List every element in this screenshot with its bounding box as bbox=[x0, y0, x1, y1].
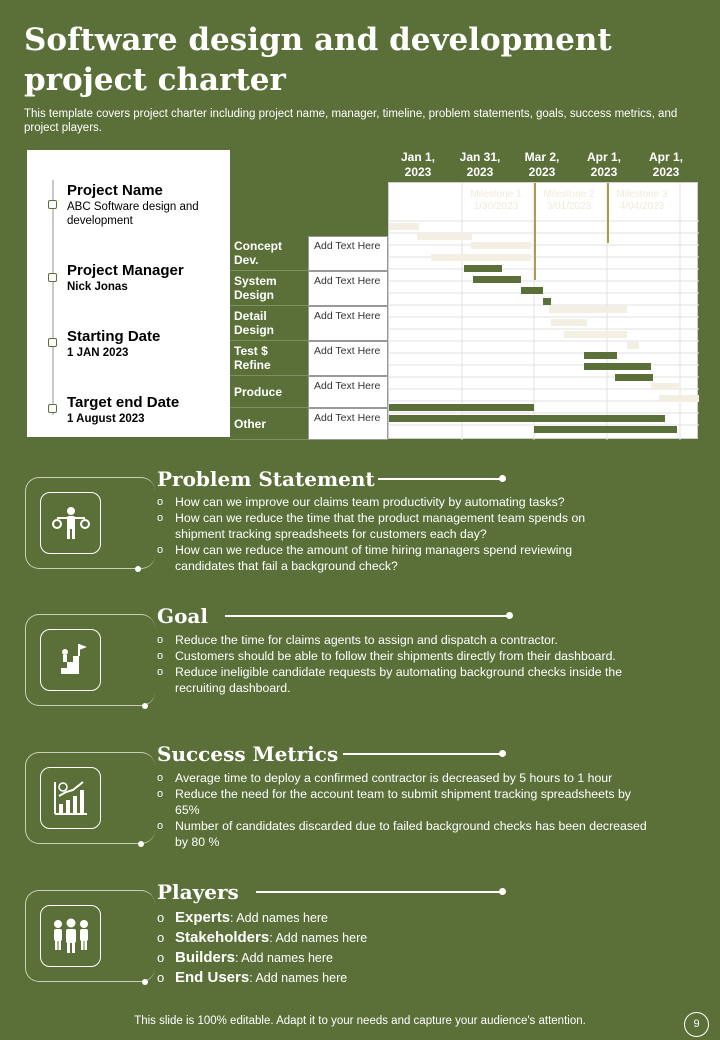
milestone-line bbox=[607, 183, 609, 243]
gantt-bar-dark bbox=[534, 426, 677, 433]
milestone-line bbox=[534, 183, 536, 280]
timeline-date: Apr 1, 2023 bbox=[586, 150, 621, 179]
players-list bbox=[157, 908, 557, 988]
player-names: : Add names here bbox=[269, 931, 368, 945]
gantt-bar-light bbox=[471, 242, 531, 249]
list-item: o How can we improve our claims team productivity by automating tasks? bbox=[157, 494, 627, 510]
phase-text-field[interactable]: Add Text Here bbox=[308, 236, 388, 271]
gantt-bar-dark bbox=[521, 287, 543, 294]
section-rule bbox=[256, 891, 503, 893]
phase-text-field[interactable]: Add Text Here bbox=[308, 376, 388, 408]
player-role: Experts bbox=[175, 909, 231, 926]
info-label: Starting Date bbox=[67, 328, 161, 345]
phase-row bbox=[230, 271, 388, 306]
gantt-bar-dark bbox=[389, 404, 534, 411]
player-role: Builders bbox=[175, 949, 236, 966]
info-value: 1 JAN 2023 bbox=[67, 347, 129, 359]
info-dot bbox=[48, 338, 57, 347]
phase-name: Other bbox=[230, 408, 308, 440]
info-dot bbox=[48, 273, 57, 282]
list-item bbox=[157, 928, 557, 948]
list-item: o Reduce the need for the account team to submit shipment tracking spreadsheets by 65% bbox=[157, 786, 657, 818]
section-title: Problem Statement bbox=[157, 467, 375, 491]
stairs-flag-icon bbox=[51, 640, 91, 680]
problem-list bbox=[157, 494, 627, 574]
gantt-bar-light bbox=[431, 254, 531, 261]
page-subtitle: This template covers project charter including project name, manager, timeline, problem statements, goals, success metrics, and project players. bbox=[24, 108, 678, 134]
info-timeline-line bbox=[52, 180, 54, 415]
gantt-grid-lines bbox=[389, 183, 699, 440]
section-title: Goal bbox=[157, 604, 208, 628]
list-item: o Reduce the time for claims agents to assign and dispatch a contractor. bbox=[157, 632, 647, 648]
section-rule-dot bbox=[499, 750, 506, 757]
info-starting-date bbox=[67, 327, 227, 360]
list-item: o Average time to deploy a confirmed contractor is decreased by 5 hours to 1 hour bbox=[157, 770, 657, 786]
section-title: Success Metrics bbox=[157, 742, 339, 766]
section-rule bbox=[225, 615, 510, 617]
phase-text-field[interactable]: Add Text Here bbox=[308, 306, 388, 341]
info-dot bbox=[48, 200, 57, 209]
section-rule-dot bbox=[499, 475, 506, 482]
list-item bbox=[157, 908, 557, 928]
footer-note: This slide is 100% editable. Adapt it to your needs and capture your audience's attention. bbox=[134, 1015, 586, 1027]
frame-end-dot bbox=[142, 979, 148, 985]
info-value: 1 August 2023 bbox=[67, 413, 145, 425]
timeline-date: Mar 2, 2023 bbox=[524, 150, 560, 179]
player-names: : Add names here bbox=[249, 971, 348, 985]
player-names: : Add names here bbox=[230, 911, 329, 925]
list-item: o How can we reduce the time that the product management team spends on shipment tracking spreadsheets for customers each day? bbox=[157, 510, 627, 542]
info-project-manager bbox=[67, 261, 227, 294]
section-icon-box bbox=[40, 905, 101, 967]
section-icon-box bbox=[40, 767, 101, 829]
gantt-bar-dark bbox=[464, 265, 502, 272]
gantt-bar-dark bbox=[543, 298, 551, 305]
team-icon bbox=[50, 916, 92, 956]
milestone-label: Milestone 2 3/01/2023 bbox=[543, 189, 595, 212]
player-role: End Users bbox=[175, 969, 250, 986]
gantt-bar-light bbox=[659, 395, 699, 402]
info-label: Target end Date bbox=[67, 394, 180, 411]
list-item: o Customers should be able to follow their shipments directly from their dashboard. bbox=[157, 648, 647, 664]
milestone-label: Milestone 3 4/04/2023 bbox=[616, 189, 668, 212]
info-label: Project Manager bbox=[67, 262, 184, 279]
phase-row bbox=[230, 376, 388, 408]
section-rule-dot bbox=[506, 612, 513, 619]
gantt-chart bbox=[388, 182, 698, 439]
gantt-bar-light bbox=[627, 342, 639, 349]
frame-end-dot bbox=[138, 841, 144, 847]
gantt-bar-dark bbox=[584, 363, 651, 370]
phase-text-field[interactable]: Add Text Here bbox=[308, 341, 388, 376]
section-rule bbox=[378, 478, 503, 480]
phase-name: System Design bbox=[230, 271, 308, 306]
frame-end-dot bbox=[135, 566, 141, 572]
person-balance-icon bbox=[51, 503, 91, 543]
section-icon-box bbox=[40, 492, 101, 554]
chart-growth-icon bbox=[51, 778, 91, 818]
info-target-end-date bbox=[67, 393, 227, 426]
gantt-bar-dark bbox=[615, 374, 653, 381]
list-item bbox=[157, 948, 557, 968]
section-rule-dot bbox=[499, 888, 506, 895]
info-label: Project Name bbox=[67, 182, 163, 199]
phase-name: Concept Dev. bbox=[230, 236, 308, 271]
page-title: Software design and development project charter bbox=[24, 22, 612, 98]
section-rule bbox=[343, 753, 503, 755]
timeline-date: Jan 31, 2023 bbox=[459, 150, 501, 179]
gantt-bar-light bbox=[651, 383, 681, 390]
section-title: Players bbox=[157, 880, 239, 904]
player-names: : Add names here bbox=[235, 951, 333, 965]
phase-row bbox=[230, 341, 388, 376]
info-value: ABC Software design and development bbox=[67, 201, 199, 227]
gantt-bar-dark bbox=[584, 352, 617, 359]
gantt-bar-light bbox=[551, 319, 587, 326]
gantt-bar-light bbox=[417, 233, 472, 240]
gantt-bar-light bbox=[389, 223, 419, 230]
info-value: Nick Jonas bbox=[67, 281, 128, 293]
frame-end-dot bbox=[142, 703, 148, 709]
project-info-card bbox=[27, 150, 230, 437]
list-item bbox=[157, 968, 557, 988]
timeline-date: Apr 1, 2023 bbox=[648, 150, 683, 179]
gantt-bar-light bbox=[549, 306, 627, 313]
phase-text-field[interactable]: Add Text Here bbox=[308, 271, 388, 306]
phase-row bbox=[230, 236, 388, 271]
list-item: o Reduce ineligible candidate requests by automating background checks inside the recruiting dashboard. bbox=[157, 664, 647, 696]
gantt-bar-light bbox=[564, 331, 627, 338]
milestone-label: Milestone 1 1/30/2023 bbox=[470, 189, 522, 212]
phase-name: Detail Design bbox=[230, 306, 308, 341]
phase-text-field[interactable]: Add Text Here bbox=[308, 408, 388, 440]
section-icon-box bbox=[40, 629, 101, 691]
timeline-date: Jan 1, 2023 bbox=[400, 150, 436, 179]
goal-list bbox=[157, 632, 647, 696]
gantt-bar-dark bbox=[389, 415, 665, 422]
phase-row bbox=[230, 408, 388, 440]
page-number: 9 bbox=[684, 1012, 709, 1037]
info-project-name bbox=[67, 181, 227, 228]
info-dot bbox=[48, 404, 57, 413]
metrics-list bbox=[157, 770, 657, 850]
gantt-bar-dark bbox=[473, 276, 521, 283]
list-item: o Number of candidates discarded due to failed background checks has been decreased by 80 % bbox=[157, 818, 657, 850]
list-item: o How can we reduce the amount of time hiring managers spend reviewing candidates that fail a background check? bbox=[157, 542, 627, 574]
player-role: Stakeholders bbox=[175, 929, 270, 946]
phase-name: Test $ Refine bbox=[230, 341, 308, 376]
phase-row bbox=[230, 306, 388, 341]
phase-name: Produce bbox=[230, 376, 308, 408]
